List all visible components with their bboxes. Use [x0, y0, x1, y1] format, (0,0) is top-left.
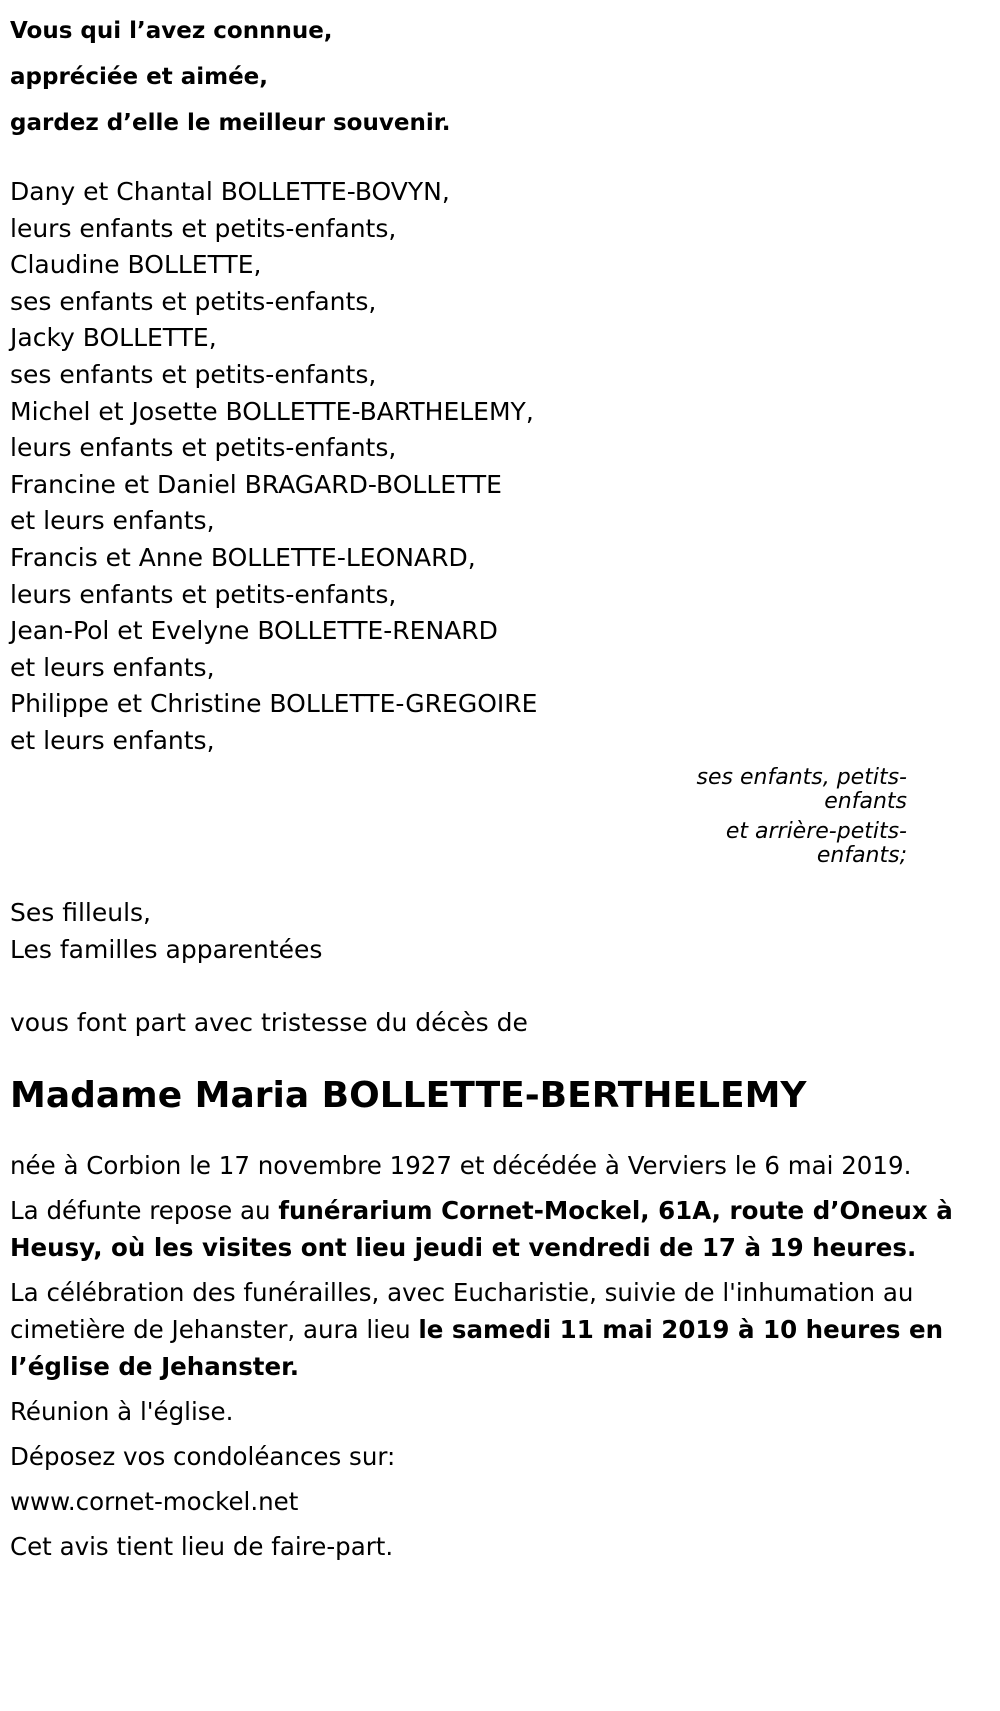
family-line: leurs enfants et petits-enfants,: [10, 213, 397, 243]
condolences-label: Déposez vos condoléances sur:: [10, 1441, 396, 1471]
descendants-line: ses enfants, petits-enfants: [696, 764, 907, 814]
rest-text: La défunte repose au: [10, 1195, 279, 1225]
family-line: ses enfants et petits-enfants,: [10, 286, 377, 316]
family-line: et leurs enfants,: [10, 506, 215, 536]
family-line: Francis et Anne BOLLETTE-LEONARD,: [10, 542, 476, 572]
family-line: Jean-Pol et Evelyne BOLLETTE-RENARD: [10, 616, 498, 646]
announcement: vous font part avec tristesse du décès de: [10, 1007, 528, 1037]
family-line: leurs enfants et petits-enfants,: [10, 433, 397, 463]
funeral-text: La célébration des funérailles, avec Eucharistie, suivie de l'inhumation au cimetière de Jehanster, aura lieu: [10, 1277, 914, 1344]
descendants-note: [677, 766, 907, 868]
rest-location: funérarium Cornet-Mockel, 61A, route d’Oneux à Heusy, où les visites ont lieu jeudi et vendredi de 17 à 19 heures.: [10, 1195, 953, 1262]
family-line: Jacky BOLLETTE,: [10, 323, 217, 353]
closing-text: Cet avis tient lieu de faire-part.: [10, 1531, 394, 1561]
birth-death-text: née à Corbion le 17 novembre 1927 et décédée à Verviers le 6 mai 2019.: [10, 1150, 912, 1180]
family-line: et leurs enfants,: [10, 652, 215, 682]
family-line: Dany et Chantal BOLLETTE-BOVYN,: [10, 177, 450, 206]
intro-line: gardez d’elle le meilleur souvenir.: [10, 110, 451, 136]
deceased-name: Madame Maria BOLLETTE-BERTHELEMY: [10, 1074, 807, 1116]
family-line: Francine et Daniel BRAGARD-BOLLETTE: [10, 469, 502, 499]
rest-paragraph: [10, 1192, 990, 1266]
intro-verse: [10, 0, 990, 146]
descendants-line: et arrière-petits-enfants;: [725, 818, 907, 868]
details: [10, 1147, 990, 1565]
relatives-line: Les familles apparentées: [10, 934, 323, 964]
intro-line: appréciée et aimée,: [10, 64, 269, 90]
family-line: Philippe et Christine BOLLETTE-GREGOIRE: [10, 689, 538, 719]
website-link[interactable]: www.cornet-mockel.net: [10, 1486, 299, 1516]
funeral-paragraph: [10, 1274, 990, 1385]
family-line: leurs enfants et petits-enfants,: [10, 579, 397, 609]
intro-line: Vous qui l’avez connnue,: [10, 18, 333, 44]
family-line: Claudine BOLLETTE,: [10, 250, 262, 280]
family-line: ses enfants et petits-enfants,: [10, 359, 377, 389]
meeting-text: Réunion à l'église.: [10, 1396, 234, 1426]
funeral-date-location: le samedi 11 mai 2019 à 10 heures en l’église de Jehanster.: [10, 1314, 944, 1381]
family-line: Michel et Josette BOLLETTE-BARTHELEMY,: [10, 396, 534, 426]
family-line: et leurs enfants,: [10, 725, 215, 755]
family-list: [10, 174, 990, 760]
relatives-list: [10, 894, 990, 968]
relatives-line: Ses filleuls,: [10, 897, 152, 927]
